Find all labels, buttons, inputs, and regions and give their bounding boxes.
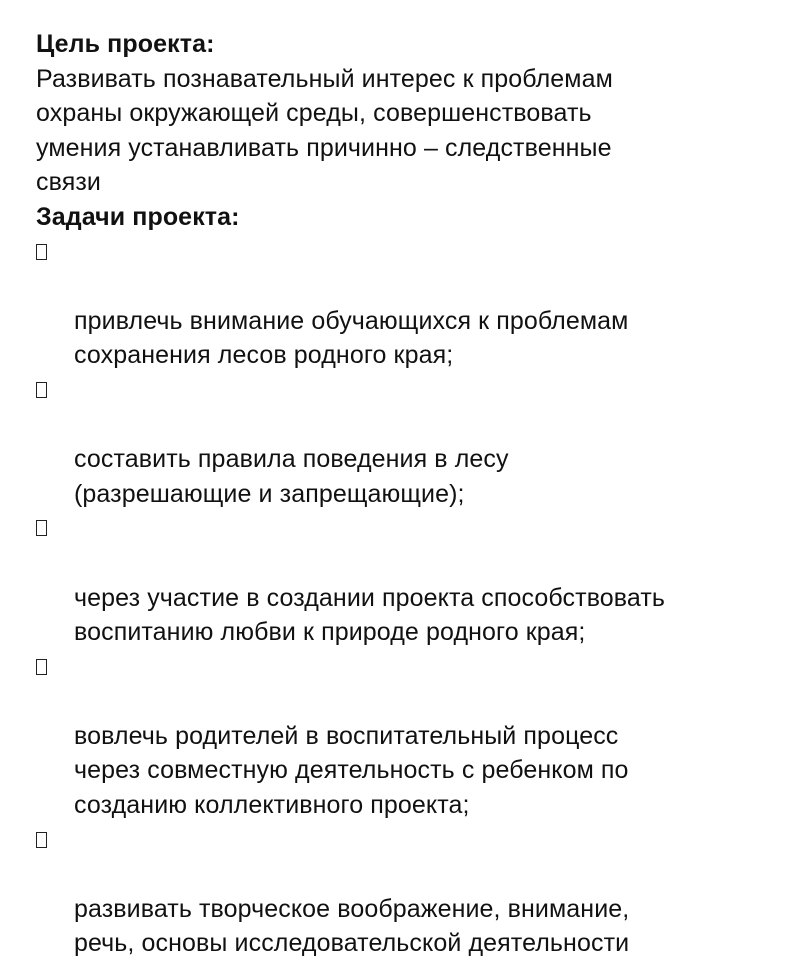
task-item-text: составить правила поведения в лесу (разрешающие и запрещающие); — [74, 445, 509, 508]
missing-glyph-box-icon — [36, 659, 47, 675]
task-item — [36, 650, 776, 823]
missing-glyph-box-icon — [36, 244, 47, 260]
goal-text: Развивать познавательный интерес к проблемам охраны окружающей среды, совершенствовать умения устанавливать причинно – следственные связи — [36, 64, 613, 197]
tasks-heading: Задачи проекта: — [36, 202, 240, 231]
missing-glyph-box-icon — [36, 832, 47, 848]
missing-glyph-box-icon — [36, 382, 47, 398]
tasks-list — [36, 235, 776, 961]
task-item — [36, 511, 776, 649]
task-item — [36, 235, 776, 373]
task-item-text: развивать творческое воображение, внимание, речь, основы исследовательской деятельности — [74, 894, 630, 958]
missing-glyph-box-icon — [36, 520, 47, 536]
task-item-text: вовлечь родителей в воспитательный процесс через совместную деятельность с ребенком по созданию коллективного проекта; — [74, 721, 629, 820]
task-item — [36, 373, 776, 511]
task-item-text: привлечь внимание обучающихся к проблемам сохранения лесов родного края; — [74, 306, 629, 370]
task-item — [36, 823, 776, 961]
slide-content — [36, 27, 776, 961]
task-item-text: через участие в создании проекта способствовать воспитанию любви к природе родного края; — [74, 583, 666, 647]
goal-heading: Цель проекта: — [36, 30, 215, 58]
